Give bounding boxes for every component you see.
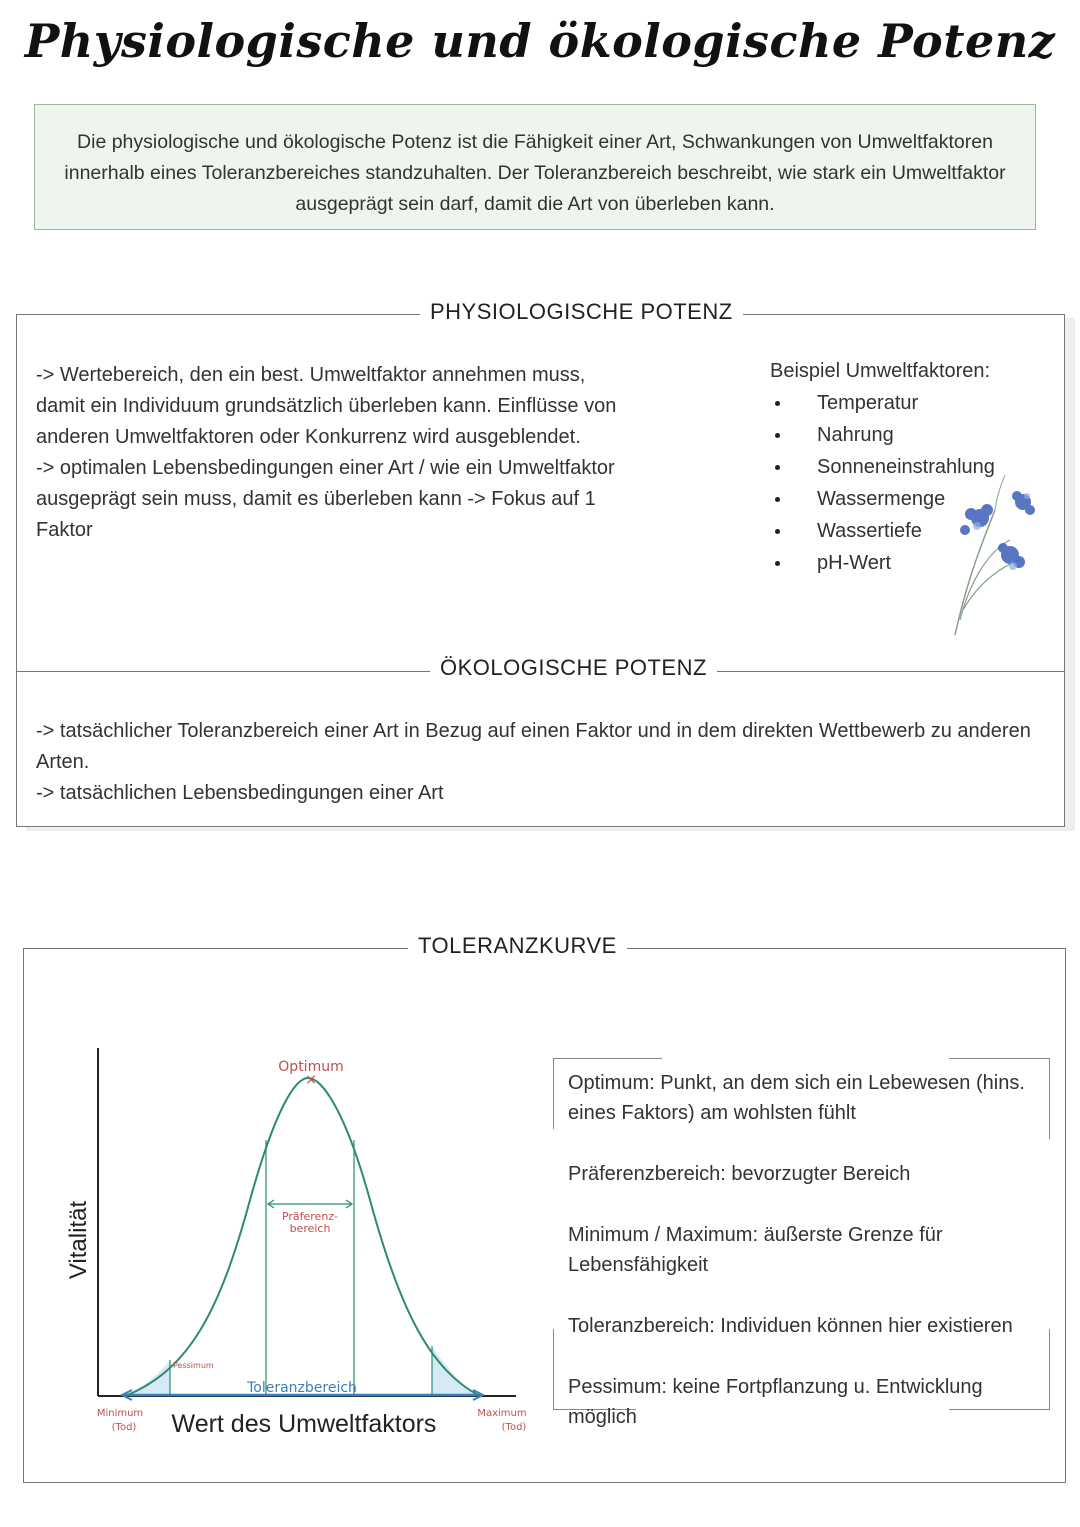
phys-line: ausgeprägt sein muss, damit es überleben kann -> Fokus auf 1 Faktor xyxy=(36,488,596,541)
list-item: Sonneneinstrahlung xyxy=(770,451,1060,483)
praeferenz-label-2: bereich xyxy=(289,1222,331,1235)
pessimum-label: Pessimum xyxy=(173,1361,214,1370)
list-item: Nahrung xyxy=(770,419,1060,451)
legend-item: Pessimum: keine Fortpflanzung u. Entwicklung möglich xyxy=(568,1376,983,1428)
optimum-label: Optimum xyxy=(278,1059,344,1075)
phys-line: -> optimalen Lebensbedingungen einer Art / wie ein Umweltfaktor xyxy=(36,457,615,479)
tolerance-curve xyxy=(125,1078,480,1396)
legend-item: Präferenzbereich: bevorzugter Bereich xyxy=(568,1163,911,1185)
cornflower-illustration xyxy=(935,470,1045,640)
phys-line: anderen Umweltfaktoren oder Konkurrenz wird ausgeblendet. xyxy=(36,426,581,448)
physiologische-potenz-heading: PHYSIOLOGISCHE POTENZ xyxy=(420,299,743,325)
list-item: Wassermenge xyxy=(770,483,1060,515)
minimum-sub-label: (Tod) xyxy=(111,1422,137,1433)
list-item: Wassertiefe xyxy=(770,515,1060,547)
toleranzbereich-label: Toleranzbereich xyxy=(247,1380,357,1396)
maximum-sub-label: (Tod) xyxy=(501,1422,527,1433)
list-item: Temperatur xyxy=(770,387,1060,419)
legend-text xyxy=(568,1068,1038,1463)
oeko-line: -> tatsächlicher Toleranzbereich einer Art in Bezug auf einen Faktor und in dem direkten Wettbewerb zu anderen Arten. xyxy=(36,720,1031,773)
praeferenz-label-1: Präferenz- xyxy=(281,1210,339,1223)
y-axis-label: Vitalität xyxy=(65,1200,92,1280)
phys-line: damit ein Individuum grundsätzlich überleben kann. Einflüsse von xyxy=(36,395,617,417)
maximum-label: Maximum xyxy=(477,1408,527,1419)
examples-heading: Beispiel Umweltfaktoren: xyxy=(770,360,991,382)
tolerance-curve-chart xyxy=(40,1040,550,1450)
oeko-line: -> tatsächlichen Lebensbedingungen einer Art xyxy=(36,782,444,804)
toleranzkurve-heading: TOLERANZKURVE xyxy=(408,933,627,959)
x-axis-label: Wert des Umweltfaktors xyxy=(171,1410,437,1438)
page-title: Physiologische und ökologische Potenz xyxy=(24,14,1056,68)
phys-line: -> Wertebereich, den ein best. Umweltfaktor annehmen muss, xyxy=(36,364,586,386)
intro-box: Die physiologische und ökologische Potenz ist die Fähigkeit einer Art, Schwankungen von Umweltfaktoren innerhalb eines Toleranzbereiches standzuhalten. Der Toleranzbereich beschreibt, wie stark ein Umweltfaktor ausgeprägt sein darf, damit die Art von überleben kann. xyxy=(34,104,1036,230)
physiologische-potenz-text xyxy=(36,360,636,546)
oekologische-potenz-text xyxy=(36,716,1056,809)
pessimum-zone-right xyxy=(432,1346,480,1396)
legend-item: Toleranzbereich: Individuen können hier existieren xyxy=(568,1315,1013,1337)
list-item: pH-Wert xyxy=(770,547,1060,579)
legend-item: Optimum: Punkt, an dem sich ein Lebewesen (hins. eines Faktors) am wohlsten fühlt xyxy=(568,1072,1025,1124)
optimum-marker: × xyxy=(305,1072,317,1088)
oekologische-potenz-heading: ÖKOLOGISCHE POTENZ xyxy=(430,655,717,681)
minimum-label: Minimum xyxy=(96,1408,144,1419)
legend-item: Minimum / Maximum: äußerste Grenze für Lebensfähigkeit xyxy=(568,1224,943,1276)
